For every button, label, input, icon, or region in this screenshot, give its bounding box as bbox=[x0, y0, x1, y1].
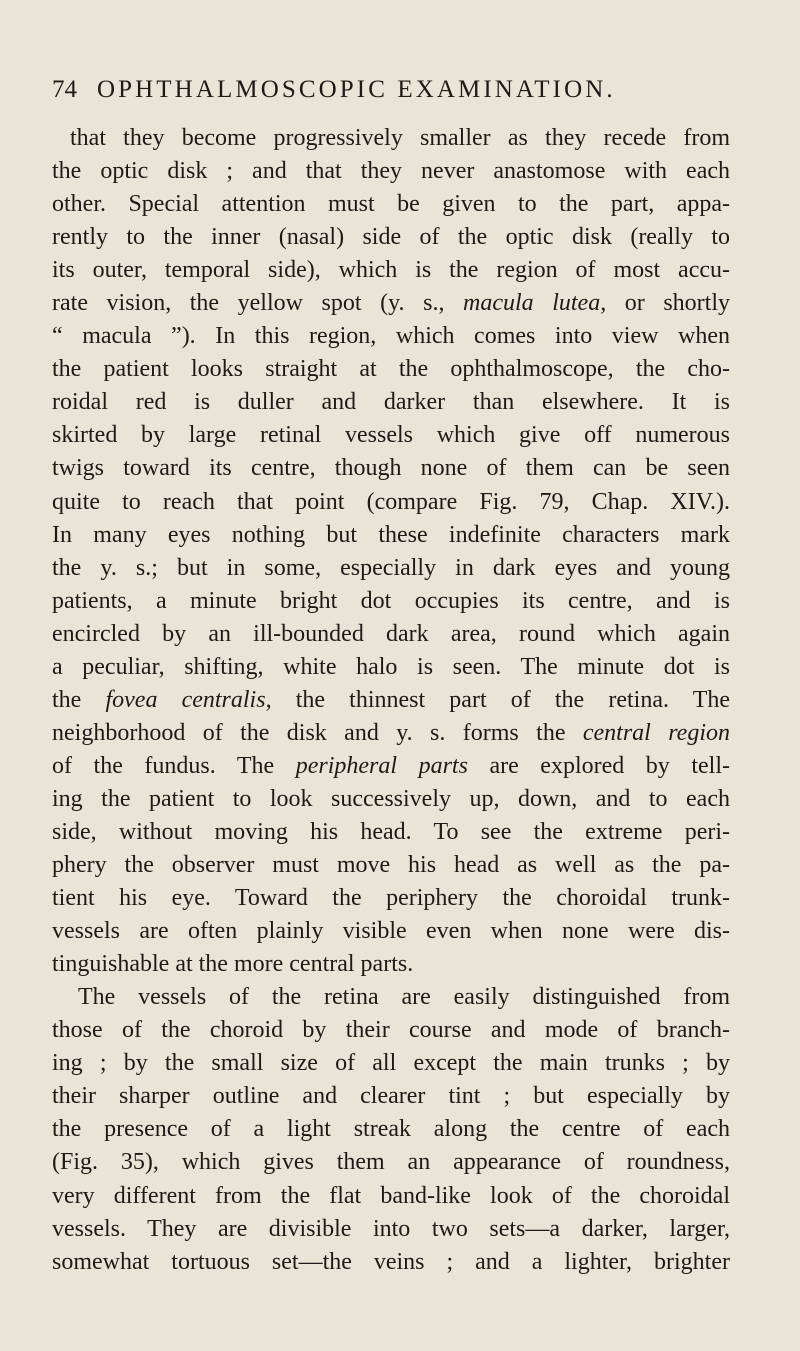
text-line bbox=[52, 155, 730, 188]
text-line bbox=[52, 816, 730, 849]
text-segment: ing the patient to look successively up, down, and to each bbox=[52, 785, 730, 812]
italic-term: central region bbox=[582, 719, 730, 746]
text-segment: side, without moving his head. To see the extreme peri- bbox=[52, 818, 730, 845]
text-segment: vessels are often plainly visible even when none were dis- bbox=[52, 918, 730, 945]
text-line bbox=[52, 419, 730, 452]
text-line bbox=[52, 717, 730, 750]
text-segment: quite to reach that point (compare Fig. 79, Chap. XIV.). bbox=[52, 488, 730, 515]
text-segment: the thinnest part of the retina. The bbox=[271, 686, 731, 713]
text-line bbox=[52, 486, 730, 519]
text-segment: other. Special attention must be given to the part, appa- bbox=[52, 191, 730, 218]
text-segment: their sharper outline and clearer tint ; but especially by bbox=[52, 1083, 730, 1110]
text-segment: rently to the inner (nasal) side of the optic disk (really to bbox=[52, 224, 730, 251]
body-text bbox=[52, 122, 730, 1279]
text-line bbox=[52, 1146, 730, 1179]
text-line bbox=[52, 1213, 730, 1246]
text-segment: the bbox=[52, 686, 106, 713]
text-line bbox=[52, 519, 730, 552]
text-segment: tinguishable at the more central parts. bbox=[52, 951, 414, 978]
text-line bbox=[52, 254, 730, 287]
text-line bbox=[52, 1180, 730, 1213]
text-line bbox=[52, 221, 730, 254]
text-line bbox=[52, 386, 730, 419]
text-segment: roidal red is duller and darker than elsewhere. It is bbox=[52, 389, 730, 416]
text-line bbox=[52, 552, 730, 585]
text-segment: vessels. They are divisible into two sets—a darker, larger, bbox=[52, 1215, 730, 1242]
text-line bbox=[52, 1047, 730, 1080]
text-segment: neighborhood of the disk and y. s. forms the bbox=[52, 719, 583, 746]
text-line bbox=[52, 1014, 730, 1047]
text-segment: phery the observer must move his head as well as the pa- bbox=[52, 852, 730, 879]
text-line bbox=[52, 1080, 730, 1113]
text-line bbox=[52, 684, 730, 717]
text-segment: a peculiar, shifting, white halo is seen. The minute dot is bbox=[52, 653, 730, 680]
text-segment: of the fundus. The bbox=[52, 752, 296, 779]
text-segment: the presence of a light streak along the centre of each bbox=[52, 1116, 730, 1143]
text-segment: the y. s.; but in some, especially in dark eyes and young bbox=[52, 554, 730, 581]
text-segment: (Fig. 35), which gives them an appearance of roundness, bbox=[52, 1149, 730, 1176]
running-title: OPHTHALMOSCOPIC EXAMINATION. bbox=[97, 76, 616, 103]
text-line bbox=[52, 948, 730, 981]
text-segment: twigs toward its centre, though none of them can be seen bbox=[52, 455, 730, 482]
text-line bbox=[52, 783, 730, 816]
text-segment: rate vision, the yellow spot (y. s., bbox=[52, 290, 463, 317]
text-segment: patients, a minute bright dot occupies its centre, and is bbox=[52, 587, 730, 614]
text-segment: In many eyes nothing but these indefinite characters mark bbox=[52, 521, 730, 548]
italic-term: fovea centralis, bbox=[105, 686, 272, 713]
text-segment: are explored by tell- bbox=[467, 752, 730, 779]
text-line bbox=[52, 585, 730, 618]
text-line bbox=[52, 750, 730, 783]
text-line bbox=[52, 651, 730, 684]
page-number: 74 bbox=[52, 76, 77, 103]
text-segment: “ macula ”). In this region, which comes into view when bbox=[52, 323, 730, 350]
text-line bbox=[52, 122, 730, 155]
text-segment: tient his eye. Toward the periphery the choroidal trunk- bbox=[52, 885, 730, 912]
text-segment: skirted by large retinal vessels which give off numerous bbox=[52, 422, 730, 449]
text-segment: its outer, temporal side), which is the region of most accu- bbox=[52, 257, 730, 284]
text-line bbox=[52, 452, 730, 485]
text-line bbox=[52, 353, 730, 386]
text-line bbox=[52, 618, 730, 651]
running-header bbox=[52, 76, 730, 116]
text-line bbox=[52, 287, 730, 320]
text-line bbox=[52, 981, 730, 1014]
text-segment: The vessels of the retina are easily distinguished from bbox=[78, 984, 730, 1011]
text-segment: encircled by an ill-bounded dark area, round which again bbox=[52, 620, 730, 647]
text-segment: the optic disk ; and that they never anastomose with each bbox=[52, 158, 730, 185]
text-line bbox=[52, 915, 730, 948]
text-segment: that they become progressively smaller as they recede from bbox=[70, 125, 730, 151]
text-segment: or shortly bbox=[606, 290, 730, 317]
text-segment: those of the choroid by their course and mode of branch- bbox=[52, 1017, 730, 1044]
italic-term: macula lutea, bbox=[463, 290, 607, 317]
italic-term: peripheral parts bbox=[295, 752, 468, 779]
text-line bbox=[52, 320, 730, 353]
text-line bbox=[52, 882, 730, 915]
text-segment: the patient looks straight at the ophthalmoscope, the cho- bbox=[52, 356, 730, 383]
text-line bbox=[52, 849, 730, 882]
text-line bbox=[52, 1246, 730, 1279]
text-segment: ing ; by the small size of all except the main trunks ; by bbox=[52, 1050, 730, 1077]
text-line bbox=[52, 188, 730, 221]
text-segment: very different from the flat band-like look of the choroidal bbox=[52, 1182, 730, 1209]
text-line bbox=[52, 1113, 730, 1146]
text-segment: somewhat tortuous set—the veins ; and a lighter, brighter bbox=[52, 1248, 730, 1275]
